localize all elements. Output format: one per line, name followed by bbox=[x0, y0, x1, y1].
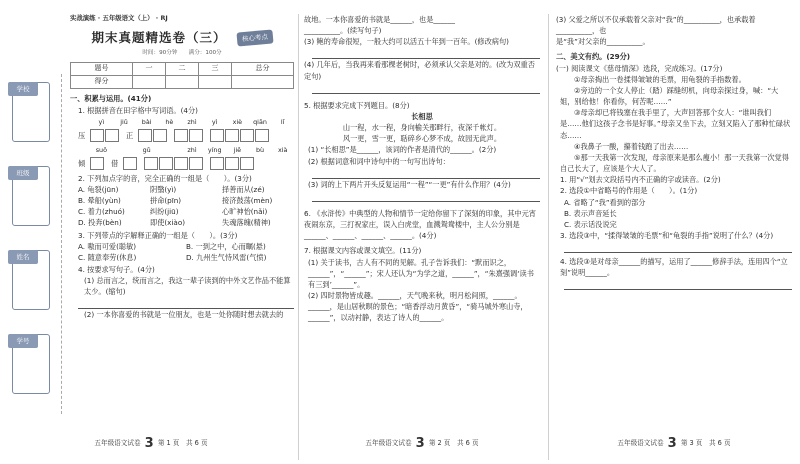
footer-page: 第 3 页 共 6 页 bbox=[680, 438, 731, 447]
writing-box[interactable] bbox=[174, 157, 188, 170]
reading-paragraph: ①母亲掏出一卷揉得皱皱的毛票，用龟裂的手指数着。 bbox=[574, 74, 746, 84]
question-1: 1. 根据拼音在田字格中写词语。(4分) bbox=[78, 105, 198, 115]
question-2: 2. 下列加点字的音，完全正确的一组是（ ）。(3分) bbox=[78, 173, 252, 183]
option-d[interactable]: D. 九州生气恃风雷(气愤) bbox=[186, 252, 267, 262]
pinyin: lǐ bbox=[280, 117, 285, 126]
pinyin bbox=[113, 146, 136, 156]
option-b[interactable]: B. 一到之中，心而瞩(悬) bbox=[186, 241, 266, 251]
pinyin: xiè bbox=[232, 117, 243, 126]
score-header-cell: 题号 bbox=[71, 62, 133, 75]
given-char: 压 bbox=[78, 131, 86, 141]
reading-paragraph: ④我鼻子一酸，攥着钱跑了出去…… bbox=[574, 141, 689, 151]
writing-box[interactable] bbox=[138, 129, 152, 142]
option-a-word: 阴翳(yì) bbox=[150, 184, 177, 194]
question-3-continued: (3) 父爱之所以不仅承载着父亲对“我”的__________，也承载着__________，也 bbox=[556, 15, 756, 36]
writing-box[interactable] bbox=[144, 157, 158, 170]
answer-line[interactable] bbox=[78, 299, 294, 309]
writing-box-row-1 bbox=[70, 128, 294, 144]
pinyin: yíng bbox=[207, 145, 222, 154]
writing-box[interactable] bbox=[153, 129, 167, 142]
answer-line[interactable] bbox=[312, 169, 540, 179]
student-id-tab: 学号 bbox=[8, 334, 38, 348]
option-c-word: 心旷神怡(nǎi) bbox=[222, 207, 268, 217]
exam-info: 时间：90分钟 满分：100分 bbox=[142, 49, 222, 56]
writing-box[interactable] bbox=[123, 157, 137, 170]
exam-page-3 bbox=[556, 14, 792, 460]
pinyin: yì bbox=[98, 117, 105, 126]
option-c-word: 纠纷(jiū) bbox=[150, 207, 179, 217]
writing-box[interactable] bbox=[255, 129, 269, 142]
score-header-cell: 一 bbox=[132, 62, 165, 75]
reading-question-4: 4. 选段③是对母亲______的描写，运用了______修辞手法，连用四个“立刻”说明______。 bbox=[560, 257, 788, 278]
reading-question-3: 3. 选段③中，“揉得皱皱的毛票”和“龟裂的手指”说明了什么？(4分) bbox=[560, 230, 774, 240]
footer-number: 3 bbox=[667, 435, 677, 451]
score-header-cell: 总分 bbox=[232, 62, 294, 75]
reading-question-2: 2. 选段①中省略号的作用是（ ）。(1分) bbox=[560, 186, 698, 196]
reading-paragraph: ②旁边的一个女人停止（踏）踩缝纫机，向母亲探过身，喊：“大姐，别给他！你看你，何苦呢……” bbox=[560, 85, 779, 107]
pinyin: suǒ bbox=[95, 145, 107, 154]
option-c[interactable]: C. 着力(zhuó) bbox=[78, 207, 125, 217]
page-divider bbox=[298, 14, 299, 460]
given-char: 正 bbox=[126, 131, 134, 141]
question-6: 6. 《水浒传》中典型的人物和情节一定给你留下了深刻的印象，其中元宵夜闹东京，三打祝家庄，误入白虎堂，血溅鸳鸯楼中，主人公分别是______、______、______、______。(4分) bbox=[304, 208, 536, 241]
footer-number: 3 bbox=[144, 435, 154, 451]
question-3-continued-2: 是“我”对父亲的__________。 bbox=[556, 37, 650, 47]
writing-box[interactable] bbox=[240, 129, 254, 142]
question-7-1: (1) 关于读书，古人有不同的见解。孔子告诉我们：“默而识之，______”，“______”；宋人还认为“为学之道，______”，“朱熹强调‘读书有三到’______”。 bbox=[308, 257, 534, 289]
question-4-1: (1) 总而言之，统而言之，我这一辈子读到的中外文艺作品不能算太少。(缩句) bbox=[84, 276, 291, 297]
q2-options bbox=[70, 184, 294, 229]
writing-box[interactable] bbox=[210, 157, 224, 170]
footer-label: 五年级语文试卷 bbox=[365, 438, 412, 447]
footer-label: 五年级语文试卷 bbox=[94, 438, 141, 447]
pinyin: zhì bbox=[187, 145, 197, 154]
core-stamp: 核心考点 bbox=[236, 29, 273, 46]
exam-page-2 bbox=[304, 14, 540, 460]
writing-box[interactable] bbox=[90, 157, 104, 170]
question-4-4: (4) 几年后，当我再来看那棵老树时，必须承认父亲是对的。(改为双重否定句) bbox=[304, 60, 535, 81]
page1-content bbox=[70, 14, 294, 321]
given-char: 借 bbox=[111, 159, 119, 169]
pinyin: qiān bbox=[253, 117, 267, 126]
writing-box[interactable] bbox=[174, 129, 188, 142]
answer-line[interactable] bbox=[564, 280, 792, 290]
score-cell[interactable] bbox=[132, 75, 165, 88]
pinyin: jiǔ bbox=[120, 117, 128, 126]
score-cell[interactable] bbox=[232, 75, 294, 88]
reading-paragraph: ⑤那一天我第一次发现，母亲原来是那么瘦小！那一天我第一次觉得自己长大了，应该是个大人了。 bbox=[560, 152, 789, 174]
option-d-word: 失魂落魄(精神) bbox=[222, 218, 271, 228]
reading-question-1: 1. 用“√”划去文段括号内不正确的字或读音。(2分) bbox=[560, 175, 721, 185]
option-c[interactable]: C. 表示话没说完 bbox=[564, 219, 617, 229]
section-1-heading: 一、积累与运用。(41分) bbox=[70, 93, 152, 103]
question-4: 4. 按要求写句子。(4分) bbox=[78, 264, 155, 274]
pinyin: gǔ bbox=[142, 145, 151, 154]
footer-page: 第 2 页 共 6 页 bbox=[428, 438, 479, 447]
option-a[interactable]: A. 嗷而可爱(聪敏) bbox=[78, 241, 137, 251]
title-row bbox=[70, 28, 294, 48]
option-b[interactable]: B. 晕船(yùn) bbox=[78, 196, 121, 206]
reading-paragraph: ③母亲却已将钱塞在我手里了，大声回答那个女人：“谁叫我们是……他们这孩子念书是好事。”母亲又坐下去，立刻又陷入了那种忙碌状态…… bbox=[560, 108, 791, 140]
option-c[interactable]: C. 随意奉劳(休息) bbox=[78, 252, 137, 262]
score-header-cell: 二 bbox=[165, 62, 198, 75]
pinyin bbox=[158, 146, 181, 156]
writing-box[interactable] bbox=[90, 129, 104, 142]
exam-page-1 bbox=[8, 14, 294, 460]
reading-title: (一) 阅读课文《慈母情深》选段，完成练习。(17分) bbox=[556, 63, 723, 73]
question-7-2: (2) 四时景物皆成趣。______，天气晚来秋，明月松间照，______。______，是山居秋暝的景色；“暗香浮动月黄昏”，“骑马城外寒山寺，______”，以动衬静，表达了诗人的______。 bbox=[308, 290, 528, 323]
question-5: 5. 根据要求完成下列题目。(8分) bbox=[304, 100, 410, 110]
answer-line[interactable] bbox=[312, 49, 540, 59]
option-a[interactable]: A. 龟裂(jūn) bbox=[78, 184, 119, 194]
score-label-cell: 得分 bbox=[71, 75, 133, 88]
question-5-3: (3) 词的上下两片开头反复运用“一程”“一更”有什么作用？(4分) bbox=[308, 179, 511, 189]
poem-line: 风一更，雪一更，聒碎乡心梦不成，故园无此声。 bbox=[342, 134, 502, 144]
series-header: 实战演练 · 五年级语文（上） · RJ bbox=[70, 14, 168, 22]
writing-box[interactable] bbox=[105, 129, 119, 142]
page-footer bbox=[8, 434, 294, 454]
poem-title: 长相思 bbox=[411, 111, 433, 121]
pinyin-row-1 bbox=[70, 118, 294, 128]
q3-options bbox=[70, 241, 294, 263]
footer-number: 3 bbox=[415, 435, 425, 451]
pinyin: jiě bbox=[233, 145, 242, 154]
footer-label: 五年级语文试卷 bbox=[617, 438, 664, 447]
name-tab: 姓名 bbox=[8, 250, 38, 264]
pinyin: yì bbox=[211, 117, 218, 126]
school-tab: 学校 bbox=[8, 82, 38, 96]
continued-line: __________。(续写句子) bbox=[304, 26, 382, 36]
student-info-sidebar bbox=[8, 82, 54, 412]
question-4-3: (3) 鲍的寿命很短，一般大约可以活五十年到一百年。(修改病句) bbox=[304, 37, 509, 47]
writing-box[interactable] bbox=[210, 129, 224, 142]
question-7: 7. 根据课文内容或课文填空。(11分) bbox=[304, 246, 422, 256]
class-tab: 班级 bbox=[8, 166, 38, 180]
writing-box[interactable] bbox=[225, 129, 239, 142]
given-char: 倾 bbox=[78, 159, 86, 169]
score-cell[interactable] bbox=[165, 75, 198, 88]
exam-title: 期末真题精选卷（三） bbox=[91, 30, 227, 46]
answer-line[interactable] bbox=[312, 192, 540, 202]
score-header-cell: 三 bbox=[199, 62, 232, 75]
question-3: 3. 下列带点的字解释正确的一组是（ ）。(3分) bbox=[78, 230, 238, 240]
pinyin: bài bbox=[141, 117, 152, 126]
pinyin: hè bbox=[165, 117, 174, 126]
option-b[interactable]: B. 表示声音延长 bbox=[564, 208, 617, 218]
option-a[interactable]: A. 省略了“我”看到的部分 bbox=[564, 197, 646, 207]
footer-page: 第 1 页 共 6 页 bbox=[157, 438, 208, 447]
question-4-2: (2) 一本你喜爱的书就是一位朋友，也是一处你随时想去就去的 bbox=[84, 310, 284, 320]
score-table bbox=[70, 62, 294, 89]
writing-box[interactable] bbox=[225, 157, 239, 170]
question-5-2: (2) 根据词意和词中诗句中的一句写出诗句： bbox=[308, 156, 450, 166]
continued-line: 故地。一本你喜爱的书就是______，也是______ bbox=[304, 15, 455, 24]
option-a-word: 择善而从(zé) bbox=[222, 184, 265, 194]
answer-line[interactable] bbox=[312, 84, 540, 94]
writing-box[interactable] bbox=[240, 157, 254, 170]
poem-line: 山一程，水一程，身向榆关那畔行，夜深千帐灯。 bbox=[342, 123, 502, 133]
page-footer bbox=[304, 434, 540, 454]
writing-box[interactable] bbox=[189, 157, 203, 170]
question-5-1: (1) “长相思”是______，该词的作者是清代的______。(2分) bbox=[308, 145, 497, 155]
option-b-word: 拼命(pīn) bbox=[150, 196, 182, 206]
pinyin: xià bbox=[277, 145, 288, 154]
binding-line bbox=[61, 74, 62, 414]
score-cell[interactable] bbox=[199, 75, 232, 88]
section-2-heading: 二、美文有约。(29分) bbox=[556, 52, 631, 62]
page-footer bbox=[556, 434, 792, 454]
option-d[interactable]: D. 投奔(bèn) bbox=[78, 218, 122, 228]
option-d-word: 即使(xiào) bbox=[150, 218, 186, 228]
page-divider bbox=[548, 14, 549, 460]
writing-box[interactable] bbox=[159, 157, 173, 170]
pinyin-row-2 bbox=[70, 146, 294, 156]
writing-box[interactable] bbox=[189, 129, 203, 142]
pinyin: zhì bbox=[187, 117, 197, 126]
option-b-word: 接济鼓荡(mèn) bbox=[222, 196, 273, 206]
pinyin: bù bbox=[255, 145, 265, 154]
writing-box-row-2 bbox=[70, 156, 294, 172]
answer-line[interactable] bbox=[564, 243, 792, 253]
